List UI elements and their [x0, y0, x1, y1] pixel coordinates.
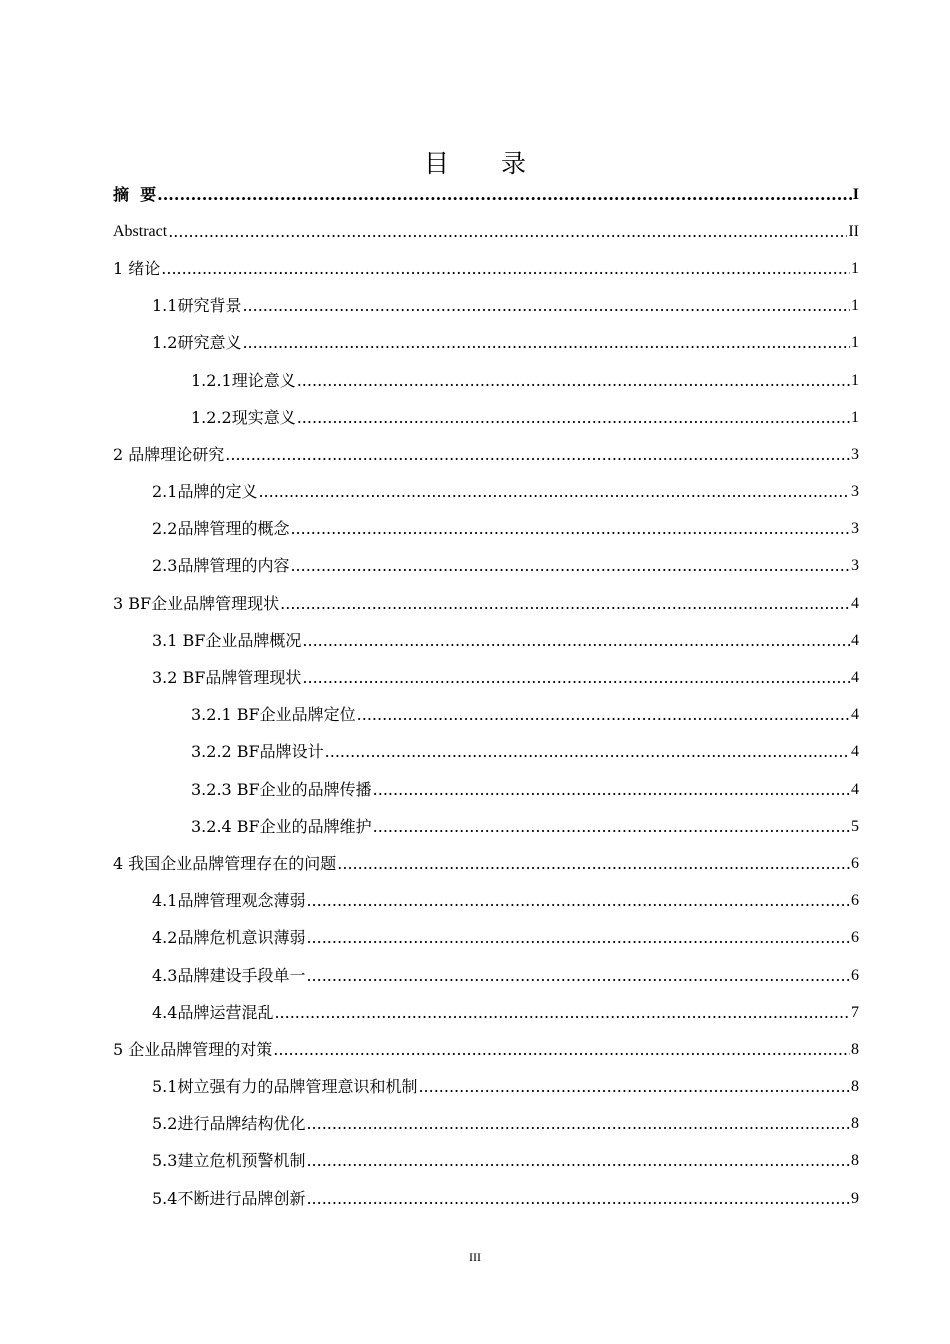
toc-leader-dots	[290, 556, 850, 576]
toc-entry[interactable]	[113, 362, 859, 399]
toc-leader-dots	[297, 408, 850, 428]
toc-leader-dots	[306, 1189, 850, 1209]
toc-entry-page-number: 1	[851, 334, 859, 352]
toc-entry[interactable]	[113, 1143, 859, 1180]
toc-entry-page-number: 1	[851, 408, 859, 426]
toc-entry[interactable]	[113, 325, 859, 362]
toc-entry[interactable]	[113, 734, 859, 771]
toc-entry-label: 1.2.2现实意义	[191, 407, 296, 427]
toc-leader-dots	[225, 445, 850, 465]
toc-entry-label: 5.4不断进行品牌创新	[152, 1188, 306, 1208]
toc-entry[interactable]	[113, 1106, 859, 1143]
toc-entry-page-number: 1	[851, 259, 859, 277]
toc-leader-dots	[302, 668, 850, 688]
toc-entry-label: 3.2.4 BF企业的品牌维护	[191, 816, 372, 836]
toc-entry-page-number: 7	[851, 1003, 859, 1021]
toc-title: 目 录	[424, 149, 548, 178]
toc-entry-label: 4.3品牌建设手段单一	[152, 965, 306, 985]
table-of-contents	[113, 176, 859, 1217]
toc-leader-dots	[306, 891, 850, 911]
toc-entry[interactable]	[113, 883, 859, 920]
toc-leader-dots	[242, 333, 850, 353]
toc-leader-dots	[161, 259, 850, 279]
toc-entry-label: Abstract	[113, 222, 168, 240]
toc-entry-label: 1.2研究意义	[152, 333, 242, 353]
toc-entry-page-number: 3	[851, 445, 859, 463]
toc-leader-dots	[306, 966, 850, 986]
toc-entry-label: 5.3建立危机预警机制	[152, 1151, 306, 1171]
toc-leader-dots	[306, 928, 850, 948]
toc-entry[interactable]	[113, 771, 859, 808]
toc-entry-label: 4.2品牌危机意识薄弱	[152, 928, 306, 948]
toc-entry-label: 3 BF企业品牌管理现状	[113, 593, 280, 613]
toc-entry[interactable]	[113, 213, 859, 250]
toc-entry-label: 5.2进行品牌结构优化	[152, 1114, 306, 1134]
toc-entry[interactable]	[113, 250, 859, 287]
toc-entry-page-number: 3	[851, 520, 859, 538]
toc-entry-label: 3.2 BF品牌管理现状	[152, 668, 302, 688]
toc-leader-dots	[258, 482, 850, 502]
toc-entry-label: 4.4品牌运营混乱	[152, 1002, 274, 1022]
toc-entry[interactable]	[113, 399, 859, 436]
toc-entry[interactable]	[113, 957, 859, 994]
toc-entry-label: 摘 要	[113, 184, 157, 204]
toc-entry-page-number: 8	[851, 1115, 859, 1133]
toc-leader-dots	[274, 1003, 850, 1023]
toc-entry-page-number: II	[848, 222, 859, 240]
toc-leader-dots	[168, 222, 847, 242]
toc-entry[interactable]	[113, 659, 859, 696]
toc-entry[interactable]	[113, 436, 859, 473]
toc-entry-label: 5 企业品牌管理的对策	[113, 1039, 273, 1059]
toc-entry-label: 1.2.1理论意义	[191, 370, 296, 390]
toc-entry-label: 2.2品牌管理的概念	[152, 519, 290, 539]
toc-entry[interactable]	[113, 920, 859, 957]
toc-entry-page-number: 4	[851, 706, 859, 724]
toc-entry-page-number: 6	[851, 929, 859, 947]
toc-entry[interactable]	[113, 622, 859, 659]
toc-entry-label: 3.2.1 BF企业品牌定位	[191, 705, 356, 725]
toc-entry[interactable]	[113, 1031, 859, 1068]
toc-entry-page-number: 5	[851, 817, 859, 835]
toc-entry-page-number: 8	[851, 1078, 859, 1096]
toc-entry-label: 2 品牌理论研究	[113, 444, 225, 464]
toc-leader-dots	[306, 1151, 850, 1171]
page-number-footer: III	[469, 1250, 481, 1264]
toc-leader-dots	[357, 705, 850, 725]
toc-leader-dots	[337, 854, 850, 874]
toc-entry-page-number: 4	[851, 780, 859, 798]
toc-entry-label: 4 我国企业品牌管理存在的问题	[113, 853, 337, 873]
toc-entry[interactable]	[113, 697, 859, 734]
toc-entry[interactable]	[113, 176, 859, 213]
toc-entry[interactable]	[113, 511, 859, 548]
toc-entry[interactable]	[113, 1069, 859, 1106]
toc-entry[interactable]	[113, 585, 859, 622]
toc-entry[interactable]	[113, 474, 859, 511]
toc-entry[interactable]	[113, 845, 859, 882]
toc-entry[interactable]	[113, 808, 859, 845]
toc-leader-dots	[306, 1114, 850, 1134]
toc-leader-dots	[325, 742, 850, 762]
toc-entry-page-number: 4	[851, 669, 859, 687]
toc-leader-dots	[418, 1077, 850, 1097]
toc-entry-page-number: 3	[851, 483, 859, 501]
toc-entry-page-number: 4	[851, 594, 859, 612]
toc-entry-label: 2.3品牌管理的内容	[152, 556, 290, 576]
toc-entry-page-number: 4	[851, 631, 859, 649]
toc-entry[interactable]	[113, 288, 859, 325]
toc-entry-label: 3.1 BF企业品牌概况	[152, 630, 302, 650]
toc-leader-dots	[273, 1040, 850, 1060]
toc-entry-page-number: 1	[851, 371, 859, 389]
toc-entry-page-number: 4	[851, 743, 859, 761]
toc-entry-page-number: 6	[851, 854, 859, 872]
toc-entry-label: 1 绪论	[113, 258, 161, 278]
toc-leader-dots	[290, 519, 850, 539]
toc-entry[interactable]	[113, 1180, 859, 1217]
toc-leader-dots	[280, 594, 850, 614]
toc-entry-page-number: 6	[851, 966, 859, 984]
toc-leader-dots	[242, 296, 850, 316]
toc-entry-page-number: 1	[851, 297, 859, 315]
toc-leader-dots	[373, 817, 850, 837]
toc-entry[interactable]	[113, 994, 859, 1031]
toc-entry-page-number: 9	[851, 1189, 859, 1207]
toc-leader-dots	[373, 780, 850, 800]
toc-entry-label: 4.1品牌管理观念薄弱	[152, 891, 306, 911]
toc-entry-page-number: 6	[851, 892, 859, 910]
toc-entry-label: 3.2.2 BF品牌设计	[191, 742, 324, 762]
toc-entry-page-number: I	[852, 185, 859, 203]
toc-entry-label: 3.2.3 BF企业的品牌传播	[191, 779, 372, 799]
toc-entry-label: 2.1品牌的定义	[152, 482, 258, 502]
toc-entry-label: 5.1树立强有力的品牌管理意识和机制	[152, 1077, 418, 1097]
toc-entry-label: 1.1研究背景	[152, 296, 242, 316]
toc-entry-page-number: 3	[851, 557, 859, 575]
toc-leader-dots	[297, 371, 850, 391]
toc-entry[interactable]	[113, 548, 859, 585]
toc-entry-page-number: 8	[851, 1040, 859, 1058]
toc-leader-dots	[157, 185, 852, 205]
toc-entry-page-number: 8	[851, 1152, 859, 1170]
toc-leader-dots	[302, 631, 850, 651]
